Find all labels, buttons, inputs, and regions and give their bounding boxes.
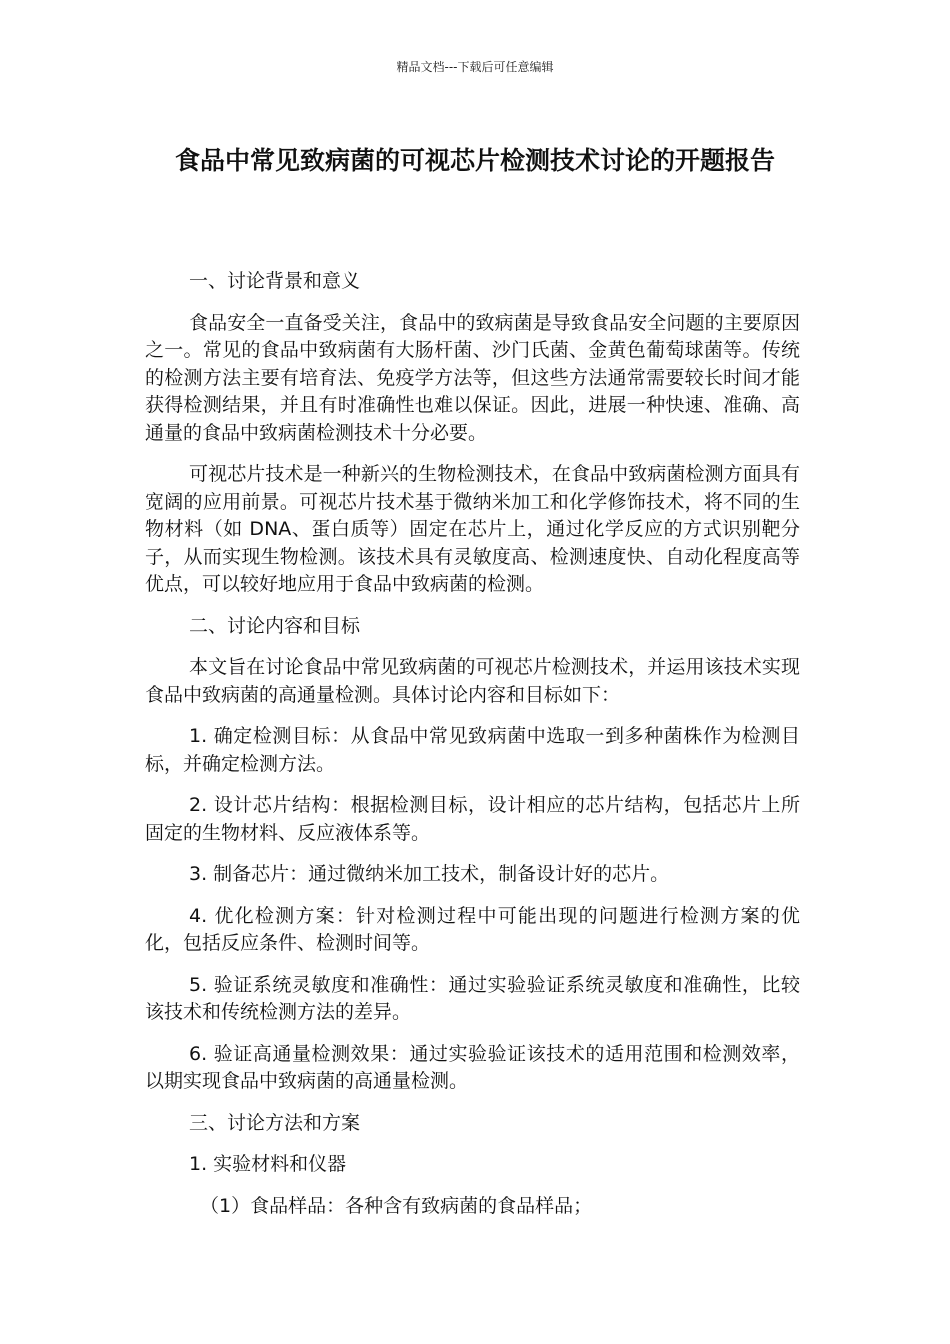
list-item-goal-1: 1. 确定检测目标：从食品中常见致病菌中选取一到多种菌株作为检测目标，并确定检测方法。 (145, 725, 800, 775)
section-heading-methods: 三、讨论方法和方案 (189, 1111, 361, 1134)
document-body (145, 268, 800, 1234)
paragraph-content-intro: 本文旨在讨论食品中常见致病菌的可视芯片检测技术，并运用该技术实现食品中致病菌的高通量检测。具体讨论内容和目标如下： (145, 656, 800, 706)
list-item-goal-2: 2. 设计芯片结构：根据检测目标，设计相应的芯片结构，包括芯片上所固定的生物材料、反应液体系等。 (145, 794, 800, 844)
document-title: 食品中常见致病菌的可视芯片检测技术讨论的开题报告 (174, 146, 775, 175)
list-item-goal-6: 6. 验证高通量检测效果：通过实验验证该技术的适用范围和检测效率，以期实现食品中致病菌的高通量检测。 (145, 1042, 800, 1092)
paragraph-background-1: 食品安全一直备受关注，食品中的致病菌是导致食品安全问题的主要原因之一。常见的食品中致病菌有大肠杆菌、沙门氏菌、金黄色葡萄球菌等。传统的检测方法主要有培育法、免疫学方法等，但这些方法通常需要较长时间才能获得检测结果，并且有时准确性也难以保证。因此，进展一种快速、准确、高通量的食品中致病菌检测技术十分必要。 (145, 311, 800, 444)
list-item-food-samples: （1）食品样品：各种含有致病菌的食品样品； (200, 1194, 593, 1217)
header-note: 精品文档---下载后可任意编辑 (396, 60, 554, 74)
section-heading-content-goals: 二、讨论内容和目标 (189, 614, 361, 637)
list-item-goal-4: 4. 优化检测方案：针对检测过程中可能出现的问题进行检测方案的优化，包括反应条件、检测时间等。 (145, 904, 800, 954)
list-item-goal-5: 5. 验证系统灵敏度和准确性：通过实验验证系统灵敏度和准确性，比较该技术和传统检测方法的差异。 (145, 973, 800, 1023)
paragraph-background-2: 可视芯片技术是一种新兴的生物检测技术，在食品中致病菌检测方面具有宽阔的应用前景。可视芯片技术基于微纳米加工和化学修饰技术，将不同的生物材料（如 DNA、蛋白质等）固定在芯片上，通过化学反应的方式识别靶分子，从而实现生物检测。该技术具有灵敏度高、检测速度快、自动化程度高等优点，可以较好地应用于食品中致病菌的检测。 (145, 463, 800, 595)
section-heading-background: 一、讨论背景和意义 (189, 270, 361, 292)
list-item-goal-3: 3. 制备芯片：通过微纳米加工技术，制备设计好的芯片。 (189, 863, 670, 885)
subsection-heading-materials: 1. 实验材料和仪器 (189, 1153, 347, 1175)
